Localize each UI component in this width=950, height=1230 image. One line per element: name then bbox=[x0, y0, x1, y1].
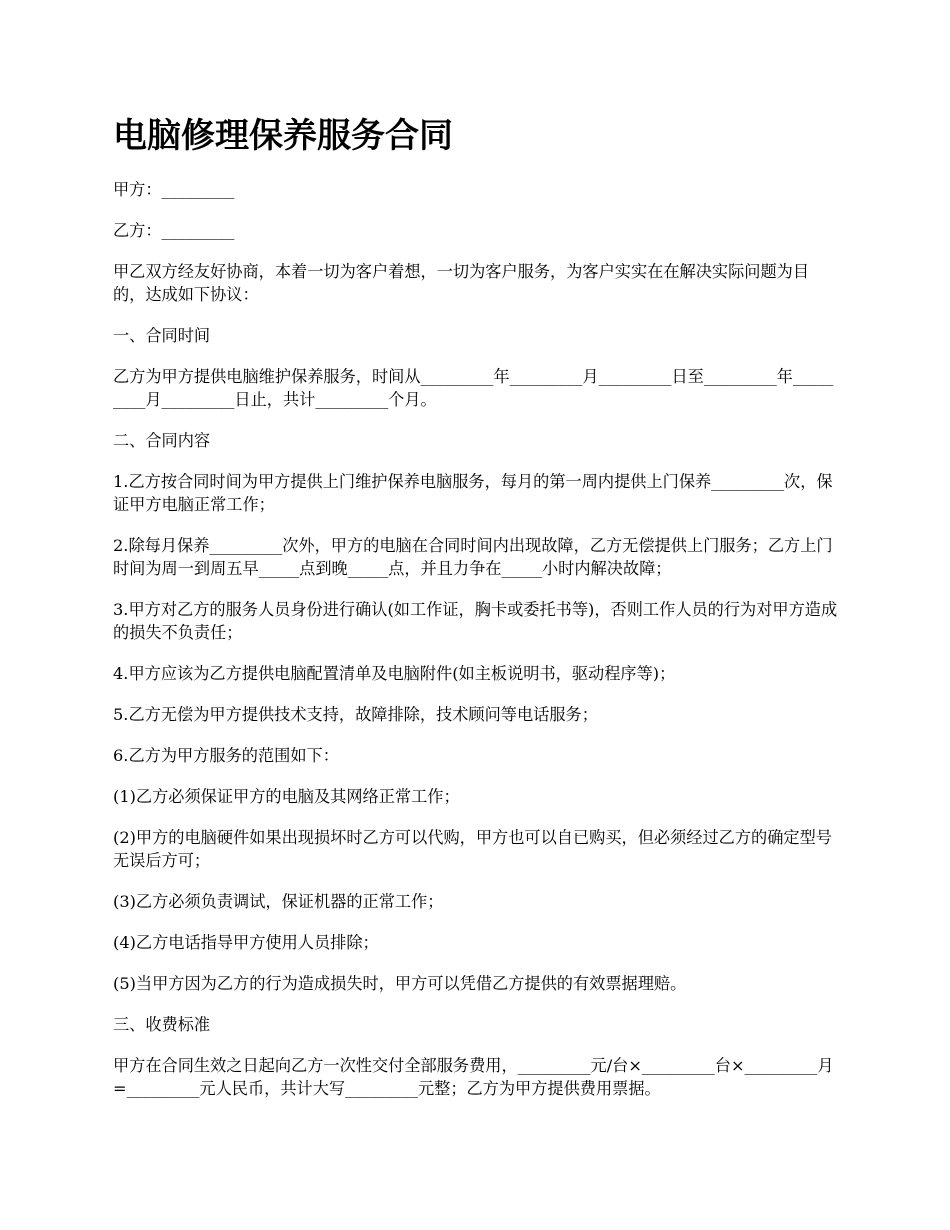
contract-time-paragraph: 乙方为甲方提供电脑维护保养服务，时间从_________年_________月_________日至_________年_________月_________日止，共计_________个月。 bbox=[113, 367, 834, 409]
clause-2: 2.除每月保养_________次外，甲方的电脑在合同时间内出现故障，乙方无偿提供上门服务；乙方上门时间为周一到周五早_____点到晚_____点，并且力争在_____小时内解决故障； bbox=[113, 536, 833, 578]
party-b-line: 乙方：_________ bbox=[113, 221, 235, 240]
clause-6: 6.乙方为甲方服务的范围如下： bbox=[113, 746, 339, 765]
sub-clause-5: (5)当甲方因为乙方的行为造成损失时，甲方可以凭借乙方提供的有效票据理赔。 bbox=[113, 974, 687, 993]
section-heading-contract-content: 二、合同内容 bbox=[113, 431, 211, 450]
preamble-paragraph: 甲乙双方经友好协商，本着一切为客户着想，一切为客户服务，为客户实实在在解决实际问题为目的，达成如下协议： bbox=[113, 262, 810, 304]
sub-clause-4: (4)乙方电话指导甲方使用人员排除； bbox=[113, 933, 379, 952]
clause-1: 1.乙方按合同时间为甲方提供上门维护保养电脑服务，每月的第一周内提供上门保养_________次，保证甲方电脑正常工作； bbox=[113, 472, 833, 514]
clause-5: 5.乙方无偿为甲方提供技术支持，故障排除，技术顾问等电话服务； bbox=[113, 705, 598, 724]
sub-clause-3: (3)乙方必须负责调试，保证机器的正常工作； bbox=[113, 892, 444, 911]
clause-4: 4.甲方应该为乙方提供电脑配置清单及电脑附件(如主板说明书，驱动程序等)； bbox=[113, 664, 676, 683]
sub-clause-1: (1)乙方必须保证甲方的电脑及其网络正常工作； bbox=[113, 787, 460, 806]
sub-clause-2: (2)甲方的电脑硬件如果出现损坏时乙方可以代购，甲方也可以自已购买，但必须经过乙方的确定型号无误后方可； bbox=[113, 828, 832, 870]
document-page bbox=[113, 112, 841, 1118]
section-heading-contract-time: 一、合同时间 bbox=[113, 326, 211, 345]
document-title: 电脑修理保养服务合同 bbox=[113, 116, 453, 156]
fees-paragraph: 甲方在合同生效之日起向乙方一次性交付全部服务费用，_________元/台×_________台×_________月=_________元人民币，共计大写_________元整；乙方为甲方提供费用票据。 bbox=[113, 1056, 834, 1098]
section-heading-fees: 三、收费标准 bbox=[113, 1015, 211, 1034]
party-a-line: 甲方：_________ bbox=[113, 180, 235, 199]
clause-3: 3.甲方对乙方的服务人员身份进行确认(如工作证，胸卡或委托书等)，否则工作人员的行为对甲方造成的损失不负责任； bbox=[113, 600, 838, 642]
